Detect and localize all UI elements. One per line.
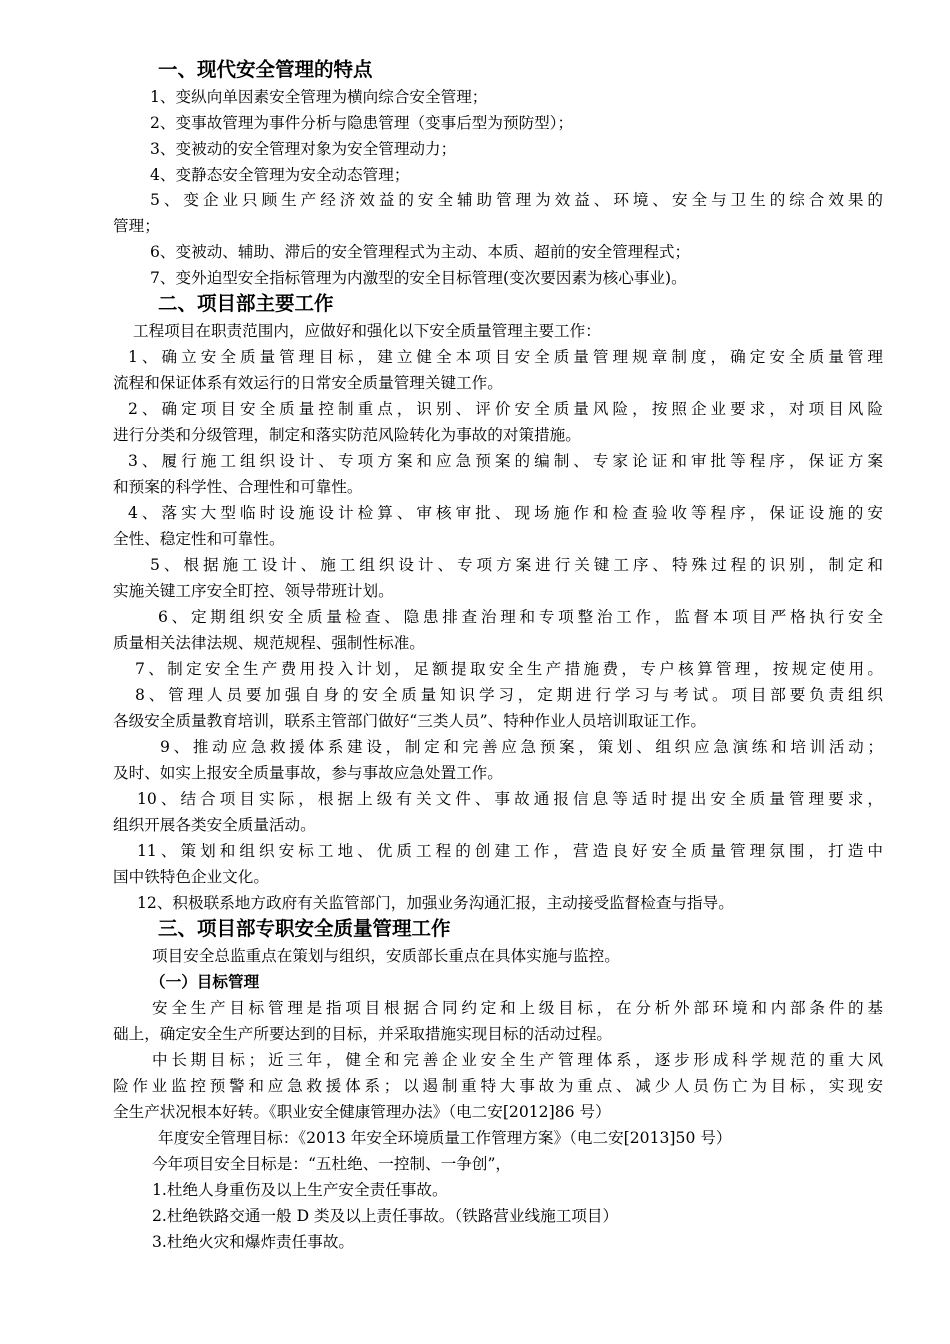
section-2-item-12: 12、积极联系地方政府有关监管部门，加强业务沟通汇报，主动接受监督检查与指导。 [137,894,734,912]
section-1-item-7: 7、变外迫型安全指标管理为内激型的安全目标管理(变次要因素为核心事业)。 [150,269,687,287]
section-3-para-2-line-1: 中长期目标；近三年，健全和完善企业安全生产管理体系，逐步形成科学规范的重大风 [152,1051,883,1069]
section-2-item-1-line-2: 流程和保证体系有效运行的日常安全质量管理关键工作。 [113,374,503,392]
section-2-item-3-line-2: 和预案的科学性、合理性和可靠性。 [113,478,363,496]
section-1-item-4: 4、变静态安全管理为安全动态管理； [150,166,410,184]
section-2-item-4-line-2: 全性、稳定性和可靠性。 [113,530,285,548]
section-2-item-2-line-1: 2、确定项目安全质量控制重点，识别、评价安全质量风险，按照企业要求，对项目风险 [128,400,883,418]
section-3-para-1-line-1: 安全生产目标管理是指项目根据合同约定和上级目标，在分析外部环境和内部条件的基 [152,999,883,1017]
section-2-item-10-line-1: 10、结合项目实际，根据上级有关文件、事故通报信息等适时提出安全质量管理要求， [137,790,883,808]
section-1-item-2: 2、变事故管理为事件分析与隐患管理（变事后型为预防型）； [150,114,574,132]
section-1-item-6: 6、变被动、辅助、滞后的安全管理程式为主动、本质、超前的安全管理程式； [150,243,691,261]
section-2-item-8-line-1: 8、管理人员要加强自身的安全质量知识学习，定期进行学习与考试。项目部要负责组织 [135,686,883,704]
section-2-item-6-line-2: 质量相关法律法规、规范规程、强制性标准。 [113,634,425,652]
section-2-item-4-line-1: 4、落实大型临时设施设计检算、审核审批、现场施作和检查验收等程序，保证设施的安 [128,504,883,522]
section-2-heading: 二、项目部主要工作 [158,292,334,315]
section-3-goal-3: 3.杜绝火灾和爆炸责任事故。 [152,1233,355,1251]
section-2-item-6-line-1: 6、定期组织安全质量检查、隐患排查治理和专项整治工作，监督本项目严格执行安全 [158,608,883,626]
section-3-para-1-line-2: 础上，确定安全生产所要达到的目标，并采取措施实现目标的活动过程。 [113,1025,613,1043]
section-3-para-4: 今年项目安全目标是：“五杜绝、一控制、一争创”， [152,1155,512,1173]
section-1-item-5-line-2: 管理； [113,217,160,235]
section-2-item-11-line-2: 国中铁特色企业文化。 [113,868,269,886]
section-3-subheading-goals: （一）目标管理 [150,973,260,991]
section-2-item-2-line-2: 进行分类和分级管理，制定和落实防范风险转化为事故的对策措施。 [113,426,581,444]
section-3-goal-2: 2.杜绝铁路交通一般 D 类及以上责任事故。（铁路营业线施工项目） [152,1207,619,1225]
section-3-para-2-line-3: 全生产状况根本好转。《职业安全健康管理办法》（电二安[2012]86 号） [113,1103,611,1121]
section-2-item-1-line-1: 1、确立安全质量管理目标，建立健全本项目安全质量管理规章制度，确定安全质量管理 [128,348,883,366]
section-2-item-5-line-1: 5、根据施工设计、施工组织设计、专项方案进行关键工序、特殊过程的识别，制定和 [150,556,883,574]
section-3-intro: 项目安全总监重点在策划与组织，安质部长重点在具体实施与监控。 [152,947,620,965]
section-3-heading: 三、项目部专职安全质量管理工作 [158,917,451,940]
section-2-intro: 工程项目在职责范围内，应做好和强化以下安全质量管理主要工作： [133,322,601,340]
section-1-heading: 一、现代安全管理的特点 [158,58,373,81]
section-2-item-10-line-2: 组织开展各类安全质量活动。 [113,816,316,834]
section-2-item-3-line-1: 3、履行施工组织设计、专项方案和应急预案的编制、专家论证和审批等程序，保证方案 [128,452,883,470]
section-3-para-3: 年度安全管理目标：《2013 年安全环境质量工作管理方案》（电二安[2013]50 号） [158,1129,732,1147]
section-2-item-9-line-2: 及时、如实上报安全质量事故，参与事故应急处置工作。 [113,764,503,782]
section-1-item-1: 1、变纵向单因素安全管理为横向综合安全管理； [150,88,488,106]
section-1-item-5-line-1: 5、变企业只顾生产经济效益的安全辅助管理为效益、环境、安全与卫生的综合效果的 [150,191,883,209]
section-2-item-8-line-2: 各级安全质量教育培训，联系主管部门做好“三类人员”、特种作业人员培训取证工作。 [113,712,706,730]
section-2-item-7: 7、制定安全生产费用投入计划，足额提取安全生产措施费，专户核算管理，按规定使用。 [135,660,883,678]
section-1-item-3: 3、变被动的安全管理对象为安全管理动力； [150,140,457,158]
section-3-para-2-line-2: 险作业监控预警和应急救援体系；以遏制重特大事故为重点、减少人员伤亡为目标，实现安 [113,1077,883,1095]
section-2-item-5-line-2: 实施关键工序安全盯控、领导带班计划。 [113,582,394,600]
section-2-item-9-line-1: 9、推动应急救援体系建设，制定和完善应急预案，策划、组织应急演练和培训活动； [160,738,883,756]
section-2-item-11-line-1: 11、策划和组织安标工地、优质工程的创建工作，营造良好安全质量管理氛围，打造中 [137,842,883,860]
section-3-goal-1: 1.杜绝人身重伤及以上生产安全责任事故。 [152,1181,448,1199]
